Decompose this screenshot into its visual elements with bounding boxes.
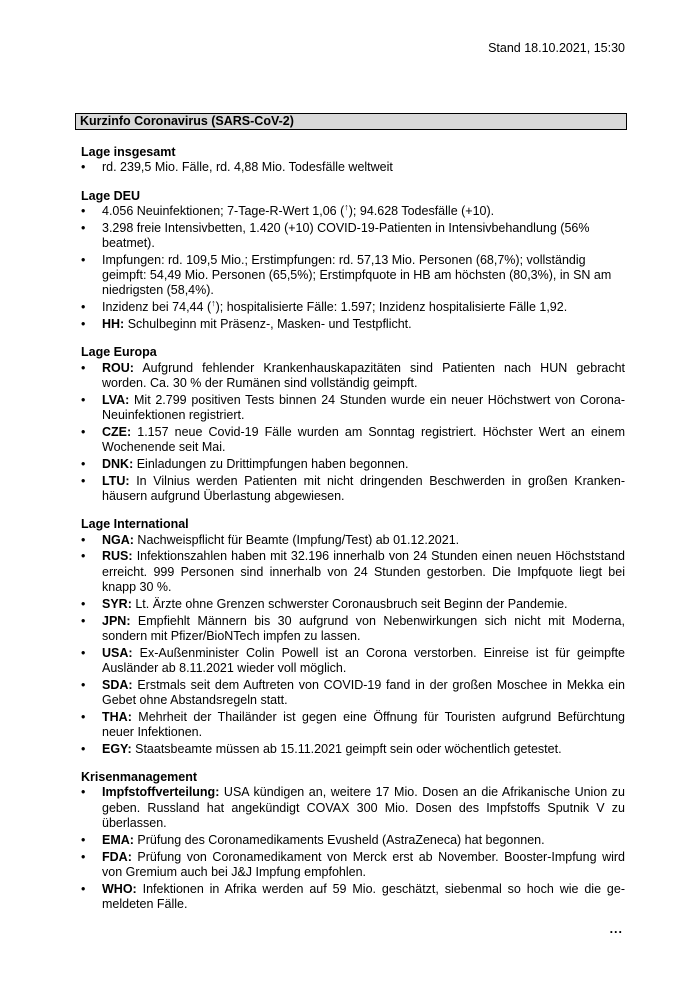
list-item: • Impfungen: rd. 109,5 Mio.; Erstimpfungen: rd. 57,13 Mio. Personen (68,7%); vollständig geimpft: 54,49 Mio. Personen (65,5%); Erstimpfquote in HB am höchsten (80,3%), in SN am niedrigsten (58,4%). — [81, 253, 625, 299]
document-title-box: Kurzinfo Coronavirus (SARS-CoV-2) — [75, 113, 627, 130]
section-title: Lage insgesamt — [81, 145, 176, 159]
list-item: • Inzidenz bei 74,44 (↑); hospitalisierte Fälle: 1.597; Inzidenz hospitalisierte Fälle 1,92. — [81, 300, 625, 315]
list-item: • SYR: Lt. Ärzte ohne Grenzen schwerster Coronausbruch seit Beginn der Pandemie. — [81, 597, 625, 612]
continuation-marker: ... — [609, 922, 623, 936]
document-body — [81, 145, 625, 925]
list-item: • NGA: Nachweispflicht für Beamte (Impfung/Test) ab 01.12.2021. — [81, 533, 625, 548]
list-item: • DNK: Einladungen zu Drittimpfungen haben begonnen. — [81, 457, 625, 472]
section-krisenmanagement — [81, 770, 625, 912]
list-item: • 4.056 Neuinfektionen; 7-Tage-R-Wert 1,06 (↑); 94.628 Todesfälle (+10). — [81, 204, 625, 219]
section-lage-europa — [81, 345, 625, 504]
list-item: • EMA: Prüfung des Coronamedikaments Evusheld (AstraZeneca) hat begonnen. — [81, 833, 625, 848]
section-title: Lage DEU — [81, 188, 141, 203]
list-item: • ROU: Aufgrund fehlender Krankenhauskapazitäten sind Patienten nach HUN gebracht worden. Ca. 30 % der Rumänen sind vollständig geimpft. — [81, 361, 625, 392]
arrow-up-icon: ↑ — [344, 201, 349, 212]
list-item: • CZE: 1.157 neue Covid-19 Fälle wurden am Sonntag registriert. Höchster Wert an einem Wochenende seit Mai. — [81, 425, 625, 456]
list-item: • FDA: Prüfung von Coronamedikament von Merck erst ab November. Booster-Impfung wird von Gremium auch bei J&J Impfung empfohlen. — [81, 850, 625, 881]
list-item: • THA: Mehrheit der Thailänder ist gegen eine Öffnung für Touristen aufgrund Befürchtung neuer Infektionen. — [81, 710, 625, 741]
section-lage-deu — [81, 189, 625, 333]
section-lage-international — [81, 517, 625, 757]
list-item: • EGY: Staatsbeamte müssen ab 15.11.2021 geimpft sein oder wöchentlich getestet. — [81, 742, 625, 757]
list-item: • rd. 239,5 Mio. Fälle, rd. 4,88 Mio. Todesfälle weltweit — [81, 160, 625, 175]
list-item: • Impfstoffverteilung: USA kündigen an, weitere 17 Mio. Dosen an die Afrikanische Union zu geben. Russland hat angekündigt COVAX 300 Mio. Dosen des Impfstoffs Sputnik V zu überlassen. — [81, 785, 625, 831]
document-date: Stand 18.10.2021, 15:30 — [488, 41, 625, 55]
section-lage-insgesamt — [81, 145, 625, 176]
section-title: Lage International — [81, 517, 189, 532]
list-item: • SDA: Erstmals seit dem Auftreten von COVID-19 fand in der großen Moschee in Mekka ein Gebet ohne Abstandsregeln statt. — [81, 678, 625, 709]
list-item: • LVA: Mit 2.799 positiven Tests binnen 24 Stunden wurde ein neuer Höchstwert von Corona-Neuinfektionen registriert. — [81, 393, 625, 424]
list-item: • JPN: Empfiehlt Männern bis 30 aufgrund von Nebenwirkungen sich nicht mit Moderna, sondern mit Pfizer/BioNTech impfen zu lassen. — [81, 614, 625, 645]
list-item: • HH: Schulbeginn mit Präsenz-, Masken- und Testpflicht. — [81, 317, 625, 332]
list-item: • WHO: Infektionen in Afrika werden auf 59 Mio. geschätzt, siebenmal so hoch wie die gemeldeten Fälle. — [81, 882, 625, 913]
section-title: Krisenmanagement — [81, 770, 198, 785]
list-item: • LTU: In Vilnius werden Patienten mit nicht dringenden Beschwerden in großen Krankenhäusern aufgrund Überlastung abgewiesen. — [81, 474, 625, 505]
arrow-up-icon: ↑ — [211, 298, 216, 309]
list-item: • 3.298 freie Intensivbetten, 1.420 (+10) COVID-19-Patienten in Intensivbehandlung (56% beatmet). — [81, 221, 625, 252]
list-item: • RUS: Infektionszahlen haben mit 32.196 innerhalb von 24 Stunden einen neuen Höchststand erreicht. 999 Personen sind innerhalb von 24 Stunden gestorben. Die Impfquote liegt bei knapp 30 %. — [81, 549, 625, 595]
section-title: Lage Europa — [81, 345, 157, 360]
list-item: • USA: Ex-Außenminister Colin Powell ist an Corona verstorben. Einreise ist für geimpfte Ausländer ab 8.11.2021 wieder voll möglich. — [81, 646, 625, 677]
